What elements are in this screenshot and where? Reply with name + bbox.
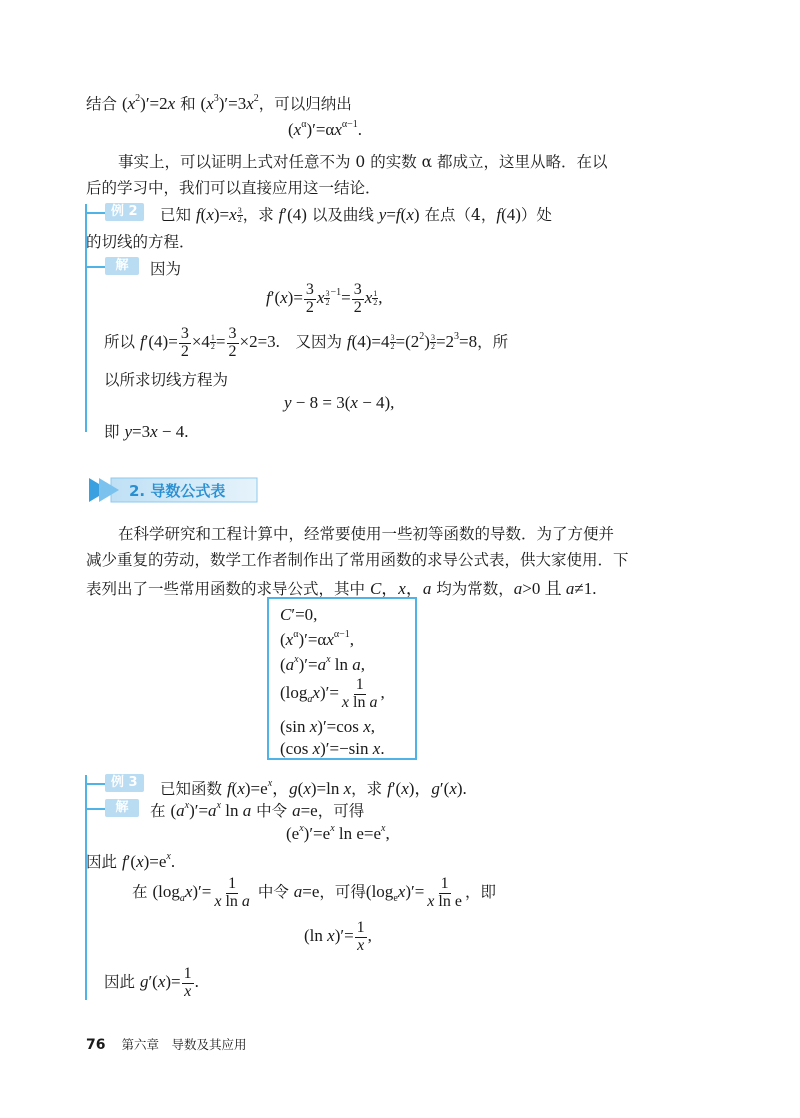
solution-3-hence2: 因此 g′(x)= $\frac{1}{x}$ . bbox=[104, 965, 199, 1000]
solution-3-log-line: 在 $(\log_ax)'=$ $\frac{1}{\text{x ln a}}$ 中令 a=e，可得$(\log_ex)'=$ $\frac{1}{\text{x ln e}}$ ，即 bbox=[132, 875, 496, 910]
paragraph-line: 在科学研究和工程计算中，经常要使用一些初等函数的导数．为了方便并 bbox=[118, 525, 615, 543]
example-2-line2: 的切线的方程． bbox=[86, 233, 195, 251]
solution-so-line: 所以 f′(4)= $\frac{3}{2}$ ×4 $\frac{1}{2}$ = $\frac{3}{2}$ ×2=3. 又因为 f(4)=4 $\frac{3}{2}$ $=(2^2)$ $\frac{3}{2}$ $=2^3=8$，所 bbox=[104, 325, 509, 360]
tag-bar bbox=[85, 266, 105, 268]
example-3-tag: 例 3 bbox=[105, 774, 144, 792]
formula-constant: C′=0, bbox=[280, 605, 318, 624]
solution-line2: 以所求切线方程为 bbox=[104, 371, 229, 389]
solution-3-hence1: 因此 $f'(x)=e^x$. bbox=[86, 851, 176, 871]
paragraph-line: 事实上，可以证明上式对任意不为 0 的实数 α 都成立，这里从略．在以 bbox=[118, 153, 608, 171]
example-2-tag: 例 2 bbox=[105, 203, 144, 221]
tag-bar bbox=[85, 783, 105, 785]
page-footer bbox=[86, 1035, 247, 1053]
power-rule-formula: $(x^\alpha)'=\alpha x^{\alpha-1}$. bbox=[288, 119, 363, 139]
tag-bar bbox=[85, 212, 105, 214]
formula-cos: (cos x)′=−sin x. bbox=[280, 739, 385, 758]
derivative-formula-table bbox=[267, 597, 417, 760]
tangent-equation: y − 8 = 3(x − 4), bbox=[284, 393, 395, 412]
section-banner bbox=[89, 476, 259, 504]
page-number: 76 bbox=[86, 1037, 106, 1053]
chapter-title: 第六章 导数及其应用 bbox=[121, 1037, 247, 1052]
formula-sin: (sin x)′=cos x, bbox=[280, 717, 375, 736]
solution-because: 因为 bbox=[150, 260, 182, 278]
paragraph-line: 后的学习中，我们可以直接应用这一结论． bbox=[86, 179, 381, 197]
paragraph-line: 表列出了一些常用函数的求导公式，其中 C，x，a 均为常数，a>0 且 a≠1. bbox=[86, 579, 597, 598]
example-3-statement: 已知函数 $f(x)=e^x$，g(x)=ln x，求 f′(x)，g′(x). bbox=[160, 778, 467, 798]
section-title: 2. 导数公式表 bbox=[129, 482, 226, 500]
formula-power: $(x^\alpha)'=\alpha x^{\alpha-1}$, bbox=[280, 629, 355, 649]
tag-bar bbox=[85, 808, 105, 810]
formula-log: $(\log_ax)'=$ $\frac{1}{\text{x ln a}}$ , bbox=[280, 676, 385, 711]
intro-line: 结合 $(x^2)'=2x$ 和 $(x^3)'=3x^2$，可以归纳出 bbox=[86, 93, 352, 113]
solution-3-line1: 在 $(a^x)'=a^x$ ln a 中令 a=e，可得 bbox=[150, 800, 365, 820]
tangent-final: 即 y=3x − 4. bbox=[104, 422, 189, 441]
ln-derivative: (ln x)′= $\frac{1}{x}$ , bbox=[304, 919, 372, 954]
derivative-formula: f′(x)= $\frac{3}{2}$ x $\frac{3}{2}$ $^{-1}$= $\frac{3}{2}$ x $\frac{1}{2}$ , bbox=[266, 281, 383, 316]
example-2-statement: 已知 f(x)=x $\frac{3}{2}$ ，求 f′(4) 以及曲线 y=f(x) 在点（4，f(4)）处 bbox=[160, 205, 552, 224]
formula-exponential: $(a^x)'=a^x$ ln a, bbox=[280, 654, 366, 674]
solution-tag: 解 bbox=[105, 799, 139, 817]
exp-derivative: $(e^x)'=e^x$ $\ln e=e^x$, bbox=[286, 823, 390, 843]
solution-tag: 解 bbox=[105, 257, 139, 275]
paragraph-line: 减少重复的劳动，数学工作者制作出了常用函数的求导公式表，供大家使用．下 bbox=[86, 551, 629, 569]
